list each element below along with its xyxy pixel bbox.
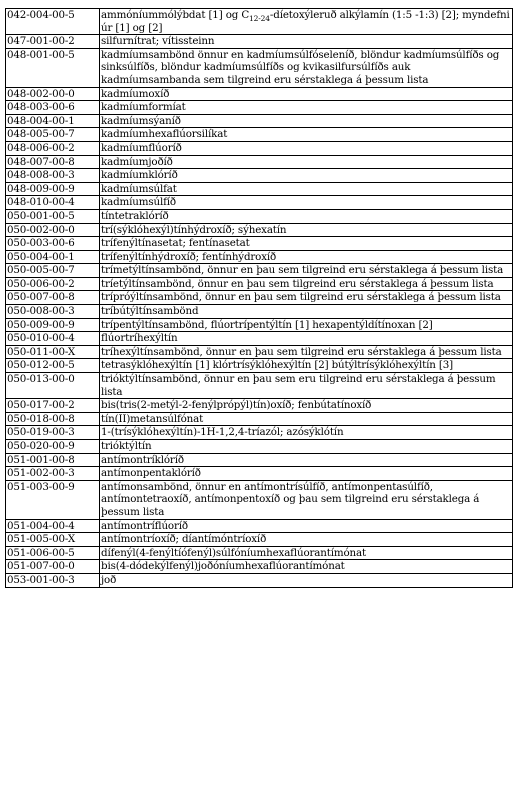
table-row [6,426,513,440]
table-row [6,277,513,291]
substance-name-cell: trí(sýklóhexýl)tínhýdroxíð; sýhexatín [100,223,513,237]
index-number-cell: 050-017-00-2 [6,399,100,413]
table-row [6,345,513,359]
table-row [6,440,513,454]
substance-name-cell: trímetýltínsambönd, önnur en þau sem tilgreind eru sérstaklega á þessum lista [100,264,513,278]
substance-name-cell: antímonsambönd, önnur en antímontrísúlfíð, antímonpentasúlfíð, antímontetraoxíð, antímonpentoxíð og þau sem tilgreind eru sérstaklega á þessum lista [100,480,513,519]
substance-name-cell: kadmíumsúlfíð [100,196,513,210]
table-row [6,87,513,101]
substance-table-page [5,8,512,588]
table-row [6,399,513,413]
index-number-cell: 051-001-00-8 [6,453,100,467]
index-number-cell: 051-006-00-5 [6,546,100,560]
index-number-cell: 042-004-00-5 [6,9,100,35]
index-number-cell: 051-005-00-X [6,533,100,547]
substance-name-cell: silfurnítrat; vítissteinn [100,35,513,49]
index-number-cell: 051-007-00-0 [6,560,100,574]
table-row [6,48,513,87]
table-row [6,318,513,332]
substance-name-cell: antímontríklóríð [100,453,513,467]
substance-name-cell [100,9,513,35]
table-row [6,35,513,49]
table-row [6,9,513,35]
table-row [6,209,513,223]
substance-name-cell: tetrasýklóhexýltín [1] klórtrísýklóhexýltín [2] bútýltrísýklóhexýltín [3] [100,359,513,373]
table-row [6,519,513,533]
index-number-cell: 048-003-00-6 [6,101,100,115]
index-number-cell: 047-001-00-2 [6,35,100,49]
index-number-cell: 048-004-00-1 [6,114,100,128]
substance-name-cell: kadmíumklóríð [100,169,513,183]
table-row [6,546,513,560]
index-number-cell: 048-002-00-0 [6,87,100,101]
index-number-cell: 048-001-00-5 [6,48,100,87]
table-row [6,169,513,183]
substance-name-cell: kadmíumjoðíð [100,155,513,169]
table-row [6,264,513,278]
table-row [6,467,513,481]
substance-name-cell: trífenýltínhýdroxíð; fentínhýdroxíð [100,250,513,264]
table-row [6,453,513,467]
substance-name-cell: trióktýltín [100,440,513,454]
index-number-cell: 050-009-00-9 [6,318,100,332]
substance-name-cell: tíntetraklóríð [100,209,513,223]
index-number-cell: 051-003-00-9 [6,480,100,519]
index-number-cell: 050-018-00-8 [6,412,100,426]
substance-name-cell: kadmíumsambönd önnur en kadmíumsúlfóseleníð, blöndur kadmíumsúlfíðs og sinksúlfíðs, blöndur kadmíumsúlfíðs og kvikasilfursúlfíðs auk kadmíumsambanda sem tilgreind eru sérstaklega á þessum lista [100,48,513,87]
index-number-cell: 050-010-00-4 [6,332,100,346]
index-number-cell: 048-005-00-7 [6,128,100,142]
index-number-cell: 048-008-00-3 [6,169,100,183]
substance-name-cell: trióktýltínsambönd, önnur en þau sem eru tilgreind eru sérstaklega á þessum lista [100,373,513,399]
table-row [6,141,513,155]
index-number-cell: 050-001-00-5 [6,209,100,223]
index-number-cell: 048-007-00-8 [6,155,100,169]
index-number-cell: 050-004-00-1 [6,250,100,264]
table-row [6,305,513,319]
index-number-cell: 048-009-00-9 [6,182,100,196]
substance-name-cell: kadmíumflúoríð [100,141,513,155]
substance-name-cell: kadmíumformíat [100,101,513,115]
index-number-cell: 053-001-00-3 [6,573,100,587]
index-number-cell: 051-002-00-3 [6,467,100,481]
index-number-cell: 051-004-00-4 [6,519,100,533]
index-number-cell: 048-010-00-4 [6,196,100,210]
index-number-cell: 050-006-00-2 [6,277,100,291]
substance-name-cell: 1-(trísýklóhexýltín)-1H-1,2,4-tríazól; azósýklótín [100,426,513,440]
index-number-cell: 050-019-00-3 [6,426,100,440]
substance-index-table [5,8,513,588]
table-row [6,155,513,169]
table-row [6,237,513,251]
table-row [6,196,513,210]
table-row [6,480,513,519]
substance-name-cell: trípentýltínsambönd, flúortrípentýltín [1] hexapentýldítínoxan [2] [100,318,513,332]
substance-name-cell: kadmíumoxíð [100,87,513,101]
table-row [6,332,513,346]
index-number-cell: 050-013-00-0 [6,373,100,399]
index-number-cell: 050-002-00-0 [6,223,100,237]
substance-name-part: -díetoxýleruð alkýlamín (1:5 -1:3) [2]; myndefni úr [1] og [2] [101,9,510,34]
substance-name-cell: antímontríoxíð; díantímóntríoxíð [100,533,513,547]
index-number-cell: 050-012-00-5 [6,359,100,373]
substance-name-cell: kadmíumsúlfat [100,182,513,196]
substance-name-cell: kadmíumhexaflúorsilíkat [100,128,513,142]
table-row [6,359,513,373]
table-row [6,412,513,426]
substance-name-cell: trífenýltínasetat; fentínasetat [100,237,513,251]
table-row [6,128,513,142]
substance-name-cell: antímonpentaklóríð [100,467,513,481]
substance-name-cell: bis(4-dódekýlfenýl)joðóníumhexaflúorantímónat [100,560,513,574]
table-row [6,114,513,128]
table-row [6,373,513,399]
substance-name-cell: dífenýl(4-fenýltíófenýl)súlfóníumhexaflúorantímónat [100,546,513,560]
substance-name-cell: trípróýltínsambönd, önnur en þau sem tilgreind eru sérstaklega á þessum lista [100,291,513,305]
substance-name-part: ammóníummólýbdat [1] og C [101,9,250,21]
table-row [6,573,513,587]
table-row [6,223,513,237]
table-body [6,9,513,588]
table-row [6,250,513,264]
substance-name-cell: kadmíumsýaníð [100,114,513,128]
table-row [6,560,513,574]
table-row [6,182,513,196]
table-row [6,533,513,547]
table-row [6,291,513,305]
index-number-cell: 050-020-00-9 [6,440,100,454]
substance-name-cell: tríhexýltínsambönd, önnur en þau sem tilgreind eru sérstaklega á þessum lista [100,345,513,359]
chain-length-subscript: 12-24 [249,14,270,24]
substance-name-cell: tín(II)metansúlfónat [100,412,513,426]
table-row [6,101,513,115]
substance-name-cell: tríetýltínsambönd, önnur en þau sem tilgreind eru sérstaklega á þessum lista [100,277,513,291]
substance-name-cell: flúortríhexýltín [100,332,513,346]
index-number-cell: 048-006-00-2 [6,141,100,155]
substance-name-cell: tríbútýltínsambönd [100,305,513,319]
index-number-cell: 050-011-00-X [6,345,100,359]
index-number-cell: 050-007-00-8 [6,291,100,305]
substance-name-cell: antímontríflúoríð [100,519,513,533]
index-number-cell: 050-003-00-6 [6,237,100,251]
substance-name-cell: joð [100,573,513,587]
substance-name-cell: bis(tris(2-metýl-2-fenýlprópýl)tín)oxíð; fenbútatínoxíð [100,399,513,413]
index-number-cell: 050-008-00-3 [6,305,100,319]
index-number-cell: 050-005-00-7 [6,264,100,278]
